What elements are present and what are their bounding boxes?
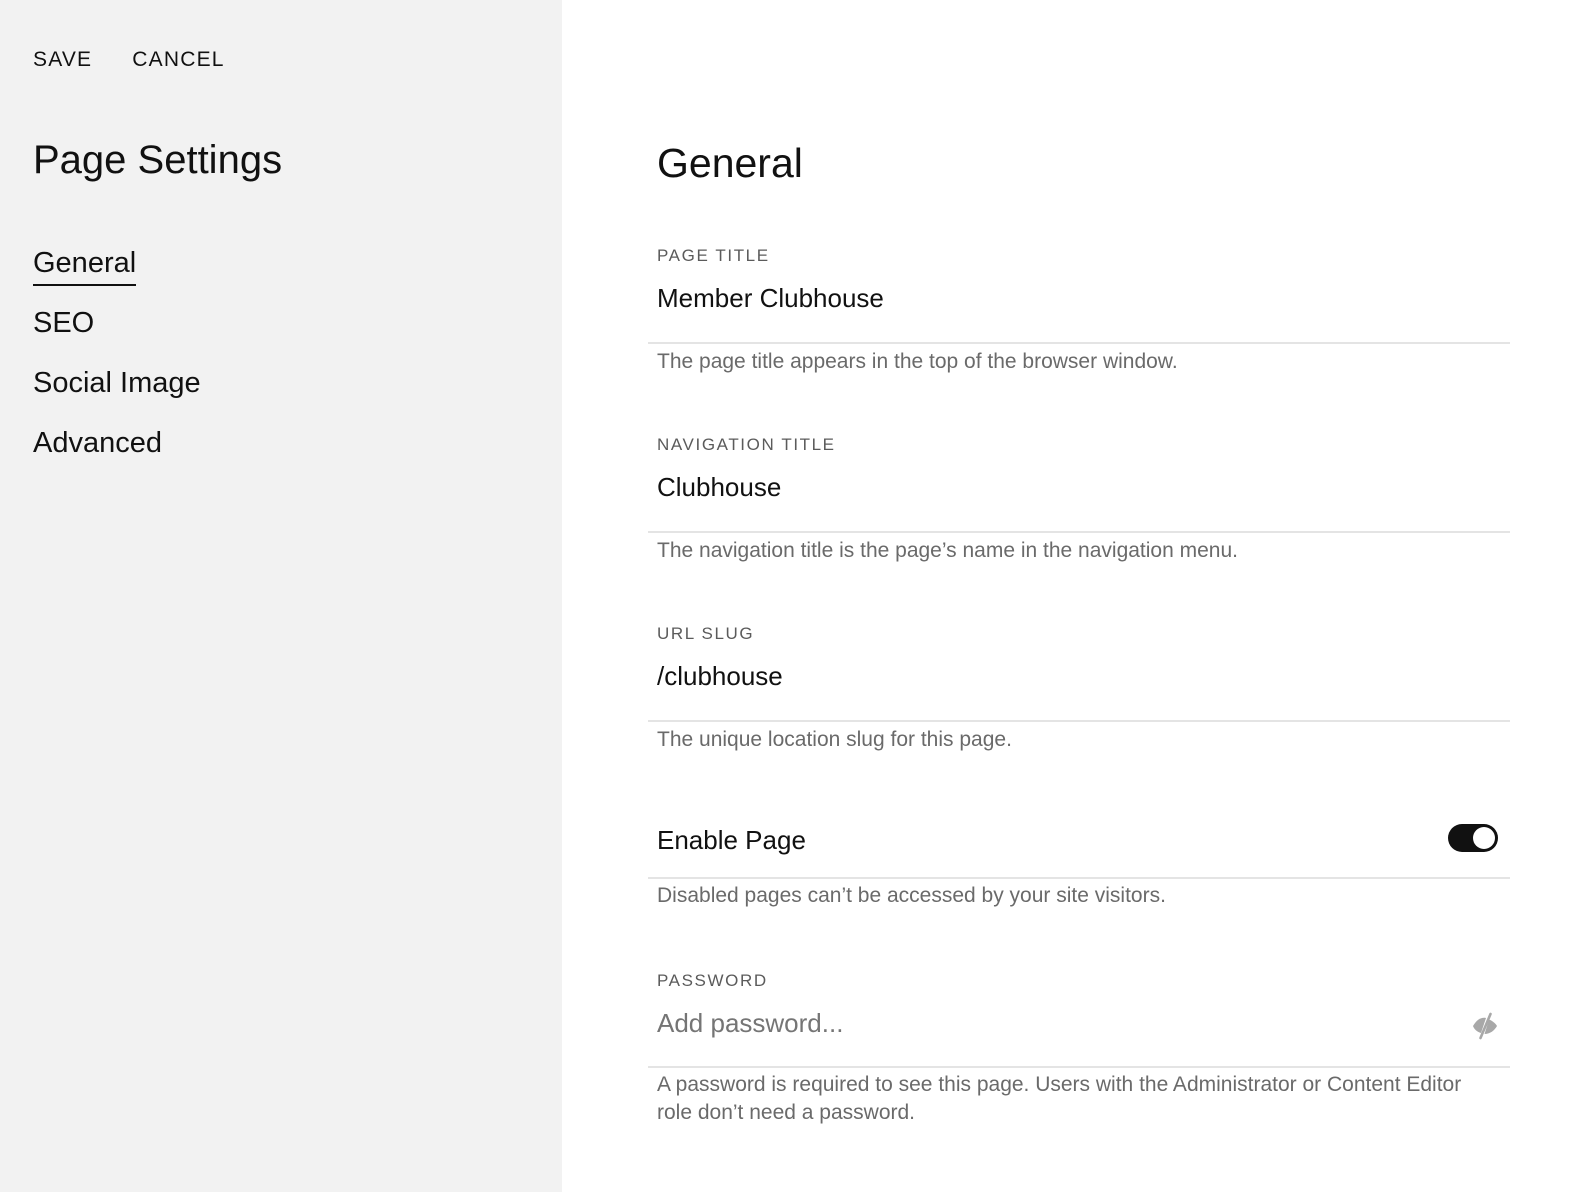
divider xyxy=(648,531,1510,533)
sidebar-item-label: SEO xyxy=(33,307,95,339)
password-help: A password is required to see this page. Users with the Administrator or Content Editor role don’t need a password. xyxy=(657,1073,1462,1124)
divider xyxy=(648,342,1510,344)
divider xyxy=(648,877,1510,879)
divider xyxy=(648,720,1510,722)
toolbar xyxy=(33,47,225,73)
url-slug-label: URL SLUG xyxy=(657,624,755,643)
enable-page-toggle[interactable] xyxy=(1448,824,1498,852)
navigation-title-label: NAVIGATION TITLE xyxy=(657,435,836,454)
sidebar-item-advanced[interactable] xyxy=(33,425,201,485)
divider xyxy=(648,1066,1510,1068)
sidebar-item-label: Social Image xyxy=(33,367,201,399)
sidebar-title: Page Settings xyxy=(33,138,283,182)
page-title-label: PAGE TITLE xyxy=(657,246,770,265)
navigation-title-help: The navigation title is the page’s name in the navigation menu. xyxy=(657,539,1238,562)
settings-nav xyxy=(33,245,201,485)
page-title-input[interactable] xyxy=(657,282,1497,314)
page-title: General xyxy=(657,140,803,186)
navigation-title-input[interactable] xyxy=(657,471,1497,503)
password-label: PASSWORD xyxy=(657,971,768,990)
main-panel xyxy=(562,0,1580,1192)
sidebar-item-label: General xyxy=(33,245,136,286)
sidebar xyxy=(0,0,562,1192)
url-slug-help: The unique location slug for this page. xyxy=(657,728,1012,751)
sidebar-item-label: Advanced xyxy=(33,427,162,459)
toggle-knob xyxy=(1473,827,1495,849)
save-button[interactable]: SAVE xyxy=(33,48,93,71)
cancel-button[interactable]: CANCEL xyxy=(132,48,225,71)
sidebar-item-social-image[interactable] xyxy=(33,365,201,425)
url-slug-input[interactable] xyxy=(657,660,1497,692)
sidebar-item-seo[interactable] xyxy=(33,305,201,365)
sidebar-item-general[interactable] xyxy=(33,245,201,305)
eye-off-icon[interactable] xyxy=(1470,1011,1500,1041)
page-title-help: The page title appears in the top of the browser window. xyxy=(657,350,1178,373)
password-input[interactable] xyxy=(657,1007,1447,1039)
enable-page-help: Disabled pages can’t be accessed by your site visitors. xyxy=(657,884,1166,907)
enable-page-label: Enable Page xyxy=(657,825,806,855)
